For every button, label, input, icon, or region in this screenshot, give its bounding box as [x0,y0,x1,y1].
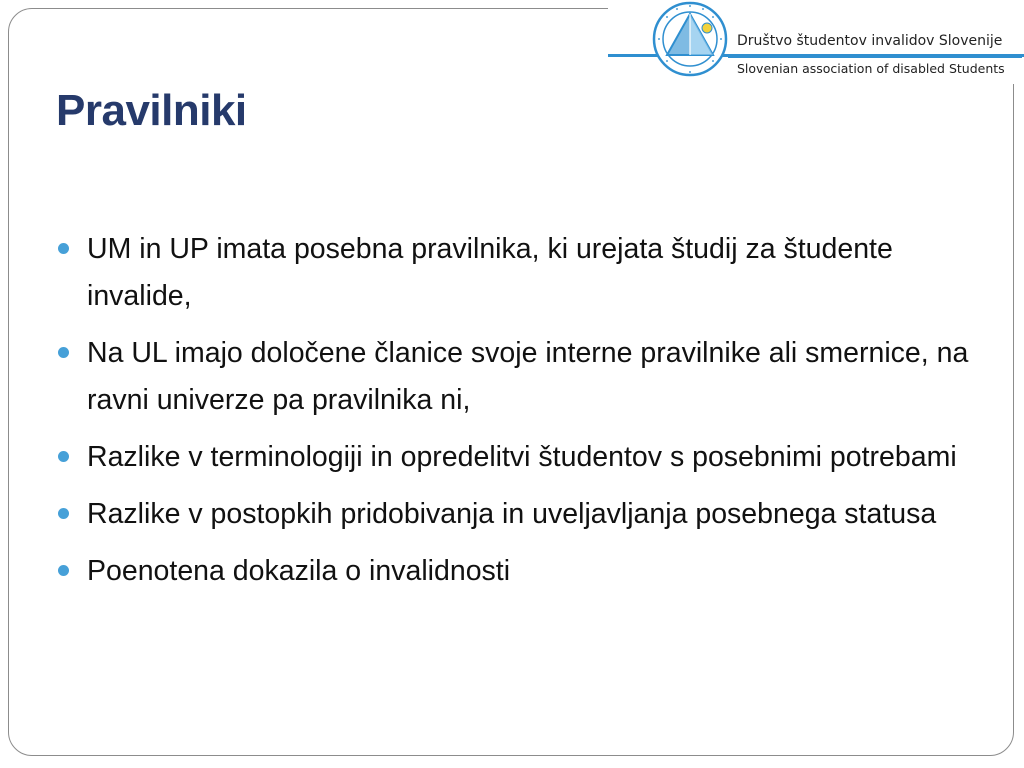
header-accent-line-thin [728,57,1022,58]
bullet-item [58,226,978,320]
bullet-dot-icon [58,508,69,519]
slide-title: Pravilniki [56,86,247,135]
bullet-item [58,434,978,481]
bullet-item [58,491,978,538]
bullet-list [58,226,978,605]
bullet-text: Razlike v postopkih pridobivanja in uveljavljanja posebnega statusa [87,498,937,530]
bullet-text: Razlike v terminologiji in opredelitvi študentov s posebnimi potrebami [87,441,957,473]
bullet-dot-icon [58,243,69,254]
bullet-text: Poenotena dokazila o invalidnosti [87,555,511,587]
triangle-circle-emblem-icon [651,0,729,78]
organization-name-english: Slovenian association of disabled Students [737,61,1005,76]
bullet-dot-icon [58,565,69,576]
bullet-dot-icon [58,451,69,462]
bullet-text: UM in UP imata posebna pravilnika, ki urejata študij za študente invalide, [87,233,893,312]
bullet-item [58,330,978,424]
bullet-dot-icon [58,347,69,358]
bullet-item [58,548,978,595]
organization-name-slovene: Društvo študentov invalidov Slovenije [737,33,1003,49]
bullet-text: Na UL imajo določene članice svoje interne pravilnike ali smernice, na ravni univerze pa pravilnika ni, [87,337,969,416]
